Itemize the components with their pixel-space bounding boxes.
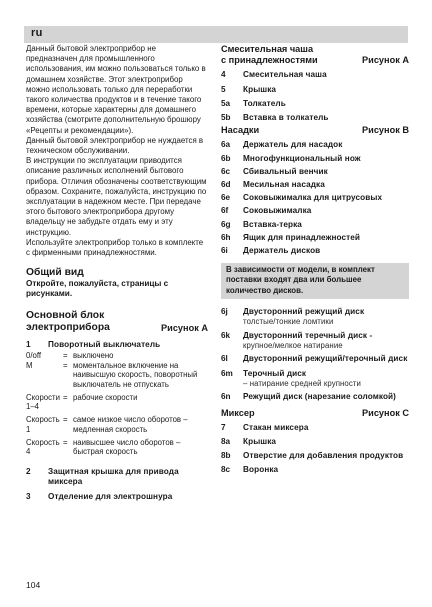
item-number: 6f bbox=[221, 206, 229, 216]
switch-value: наивысшее число оборотов – быстрая скорость bbox=[73, 437, 181, 457]
item-number: 6l bbox=[221, 354, 228, 364]
switch-key: M bbox=[26, 360, 33, 370]
item-number: 1 bbox=[26, 339, 31, 349]
item-label: Терочный диск – натирание средней крупности bbox=[243, 368, 361, 388]
right-column bbox=[221, 44, 409, 476]
item-number: 6b bbox=[221, 153, 231, 163]
item-number: 8b bbox=[221, 451, 231, 461]
switch-row: M = моментальное включение на наивысшую скорость, поворотный выключатель не отпускать bbox=[26, 361, 208, 390]
page-number: 104 bbox=[26, 580, 41, 590]
switch-value: рабочие скорости bbox=[73, 392, 138, 402]
left-column bbox=[26, 44, 208, 503]
intro-paragraph: Используйте электроприбор только в комплекте с фирменными принадлежностями. bbox=[26, 237, 204, 258]
item-label: Смесительная чаша bbox=[243, 70, 327, 80]
switch-value: выключено bbox=[73, 350, 114, 360]
bowl-list bbox=[221, 70, 409, 123]
list-item bbox=[221, 331, 409, 351]
item-number: 7 bbox=[221, 422, 226, 432]
list-item bbox=[221, 113, 409, 123]
item-number: 6i bbox=[221, 246, 228, 256]
unit-heading-row bbox=[26, 322, 208, 334]
item-number: 3 bbox=[26, 492, 31, 502]
item-label: Держатель дисков bbox=[243, 246, 321, 256]
list-item bbox=[26, 467, 208, 487]
item-label: Соковыжималка для цитрусовых bbox=[243, 193, 383, 203]
mixer-heading: Миксер bbox=[221, 407, 255, 418]
list-item bbox=[221, 392, 409, 402]
item-label: Воронка bbox=[243, 465, 279, 475]
item-label: Сбивальный венчик bbox=[243, 166, 328, 176]
item-label: Вставка-терка bbox=[243, 219, 302, 229]
language-code: ru bbox=[31, 27, 43, 39]
item-number: 6j bbox=[221, 306, 228, 316]
list-item bbox=[221, 167, 409, 177]
list-item bbox=[221, 307, 409, 327]
item-number: 6e bbox=[221, 193, 231, 203]
list-item bbox=[221, 193, 409, 203]
item-label: Поворотный выключатель bbox=[48, 339, 161, 349]
item-number: 6d bbox=[221, 180, 231, 190]
figure-ref: Рисунок A bbox=[161, 322, 208, 333]
item-label: Режущий диск (нарезание соломкой) bbox=[243, 392, 397, 402]
mixer-heading-row bbox=[221, 408, 409, 419]
intro-paragraph: Данный бытовой электроприбор не предназначен для промышленного использования, им можно пользоваться только в домашнем хозяйстве. Этот электроприбор можно использовать только для переработки такого количества продуктов и в течение такого времени, которые характерны для домашнего хозяйства (смотрите дополнительную брошюру «Рецепты и рекомендации»). bbox=[26, 44, 206, 135]
item-number: 6n bbox=[221, 392, 231, 402]
item-label: Двусторонний теречный диск - крупное/мелкое натирание bbox=[243, 330, 373, 350]
unit-heading-line1: Основной блок bbox=[26, 309, 105, 321]
item-label: Вставка в толкатель bbox=[243, 113, 329, 123]
item-number: 6a bbox=[221, 140, 231, 150]
switch-key: Скорость 4 bbox=[26, 437, 60, 457]
overview-subheading: Откройте, пожалуйста, страницы с рисунками. bbox=[26, 279, 169, 299]
list-item bbox=[221, 465, 409, 475]
figure-ref: Рисунок B bbox=[362, 125, 409, 136]
item-label: Ящик для принадлежностей bbox=[243, 232, 361, 242]
list-item bbox=[221, 451, 409, 461]
list-item bbox=[221, 99, 409, 109]
list-item bbox=[221, 423, 409, 433]
item-label: Отделение для электрошнура bbox=[48, 492, 173, 502]
list-item bbox=[221, 206, 409, 216]
figure-ref: Рисунок C bbox=[362, 407, 409, 418]
item-label: Соковыжималка bbox=[243, 206, 312, 216]
overview-heading: Общий вид bbox=[26, 267, 84, 279]
list-item bbox=[221, 354, 409, 364]
list-item bbox=[221, 140, 409, 150]
list-item bbox=[221, 180, 409, 190]
mixer-list bbox=[221, 423, 409, 476]
item-label: Держатель для насадок bbox=[243, 140, 343, 150]
model-note-box: В зависимости от модели, в комплект поставки входят два или большее количество дисков. bbox=[221, 263, 409, 299]
item-number: 4 bbox=[221, 70, 226, 80]
item-description: толстые/тонкие ломтики bbox=[243, 317, 334, 327]
item-number: 6g bbox=[221, 219, 231, 229]
discs-list bbox=[221, 307, 409, 403]
figure-ref: Рисунок A bbox=[362, 55, 409, 66]
item-label: Защитная крышка для привода миксера bbox=[48, 466, 179, 487]
bowl-heading-line1: Смесительная чаша bbox=[221, 44, 314, 54]
switch-row: Скорости 1–4 = рабочие скорости bbox=[26, 393, 208, 412]
list-item bbox=[221, 70, 409, 80]
list-item bbox=[221, 154, 409, 164]
switch-key: 0/off bbox=[26, 350, 42, 360]
item-label: Месильная насадка bbox=[243, 180, 325, 190]
item-label: Отверстие для добавления продуктов bbox=[243, 451, 404, 461]
item-number: 6c bbox=[221, 166, 231, 176]
item-number: 6m bbox=[221, 368, 233, 378]
item-number: 5 bbox=[221, 84, 226, 94]
list-item bbox=[221, 369, 409, 389]
item-number: 6h bbox=[221, 232, 231, 242]
item-label: Стакан миксера bbox=[243, 422, 309, 432]
item-label: Двусторонний режущий диск толстые/тонкие ломтики bbox=[243, 306, 365, 327]
item-label: Многофункциональный нож bbox=[243, 153, 361, 163]
attachments-heading: Насадки bbox=[221, 125, 260, 136]
attachments-heading-row bbox=[221, 125, 409, 136]
bowl-heading-row bbox=[221, 55, 409, 66]
unit-heading-line2: электроприбора bbox=[26, 321, 110, 333]
switch-value: самое низкое число оборотов – медленная скорость bbox=[73, 415, 188, 434]
item-number: 8a bbox=[221, 437, 231, 447]
switch-key: Скорости 1–4 bbox=[26, 392, 60, 412]
language-header-bar bbox=[24, 26, 408, 43]
item-label: Двусторонний режущий/терочный диск bbox=[243, 354, 408, 364]
list-item bbox=[26, 492, 208, 502]
switch-value: моментальное включение на наивысшую скорость, поворотный выключатель не отпускать bbox=[73, 360, 198, 389]
item-number: 6k bbox=[221, 330, 231, 340]
switch-row: Скорость 4 = наивысшее число оборотов – быстрая скорость bbox=[26, 438, 208, 457]
item-number: 5b bbox=[221, 113, 231, 123]
item-description: крупное/мелкое натирание bbox=[243, 340, 343, 350]
switch-key: Скорость 1 bbox=[26, 415, 60, 434]
list-item bbox=[221, 233, 409, 243]
item-description: – натирание средней крупности bbox=[243, 378, 361, 388]
intro-paragraph: В инструкции по эксплуатации приводится описание различных исполнений бытового прибора. Отличия обозначены соответствующим образом. Сохраните, пожалуйста, инструкцию по эксплуатации в надежном месте. При передаче этого бытового электроприбора другому владельцу не забудьте отдать ему и эту инструкцию. bbox=[26, 156, 207, 237]
list-item bbox=[221, 246, 409, 256]
list-item bbox=[221, 85, 409, 95]
list-item bbox=[26, 340, 208, 350]
bowl-heading-line2: с принадлежностями bbox=[221, 55, 318, 66]
attachments-list bbox=[221, 140, 409, 256]
switch-row: Скорость 1 = самое низкое число оборотов – медленная скорость bbox=[26, 415, 208, 434]
item-label: Крышка bbox=[243, 437, 277, 447]
item-number: 5a bbox=[221, 98, 231, 108]
item-label: Толкатель bbox=[243, 98, 286, 108]
switch-row: 0/off = выключено bbox=[26, 351, 208, 361]
intro-paragraph: Данный бытовой электроприбор не нуждается в техническом обслуживании. bbox=[26, 135, 204, 156]
item-label: Крышка bbox=[243, 84, 277, 94]
list-item bbox=[221, 437, 409, 447]
item-number: 2 bbox=[26, 466, 31, 476]
list-item bbox=[221, 220, 409, 230]
item-number: 8c bbox=[221, 465, 231, 475]
